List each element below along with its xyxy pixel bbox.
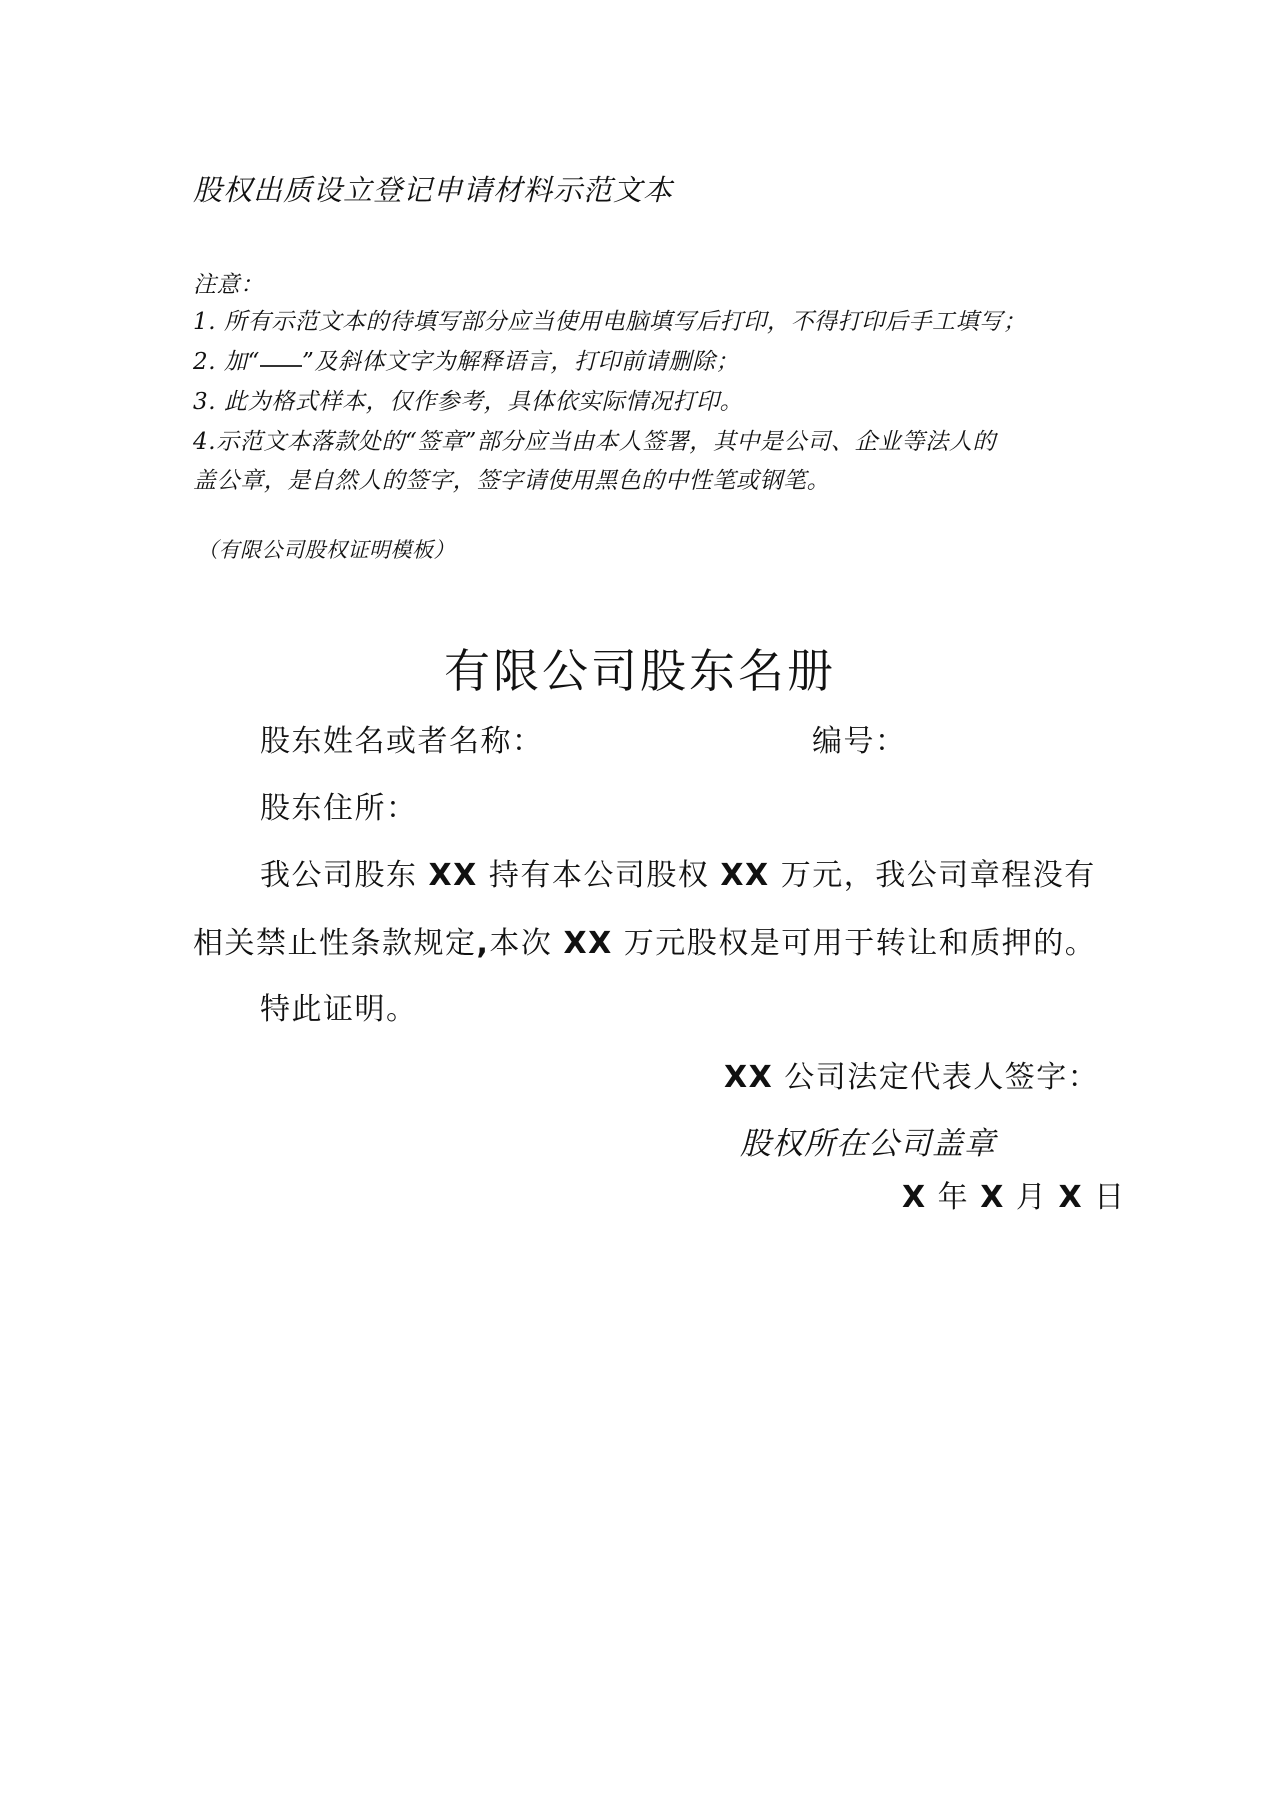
main-title: 有限公司股东名册 — [444, 644, 836, 698]
placeholder-x: X — [980, 1180, 1005, 1215]
text-run: 持有本公司股权 — [477, 858, 721, 893]
date-line — [902, 1172, 1126, 1216]
serial-number-label: 编号： — [812, 724, 907, 759]
certification-statement: 特此证明。 — [260, 992, 418, 1027]
note-item-2 — [193, 343, 739, 376]
placeholder-xx: XX — [428, 858, 478, 893]
company-seal-line: 股权所在公司盖章 — [740, 1126, 996, 1162]
placeholder-x: X — [1058, 1180, 1084, 1215]
text-run: 年 — [926, 1180, 981, 1215]
note-item-2-suffix: ”及斜体文字为解释语言，打印前请删除； — [302, 349, 740, 375]
notes-heading: 注意： — [193, 272, 264, 298]
note-item-4-line-2: 盖公章，是自然人的签字，签字请使用黑色的中性笔或钢笔。 — [193, 468, 831, 494]
placeholder-x: X — [902, 1180, 927, 1215]
note-item-1: 1. 所有示范文本的待填写部分应当使用电脑填写后打印，不得打印后手工填写； — [193, 309, 1027, 335]
text-run: 相关禁止性条款规定 — [193, 926, 477, 961]
note-item-4-line-1: 4.示范文本落款处的“签章”部分应当由本人签署，其中是公司、企业等法人的 — [193, 429, 997, 455]
placeholder-xx: XX — [563, 926, 613, 961]
text-run: , — [476, 926, 490, 961]
placeholder-xx: XX — [724, 1060, 774, 1095]
note-item-2-prefix: 2. 加“ — [193, 349, 261, 375]
text-run: 月 — [1004, 1180, 1059, 1215]
holder-name-label: 股东姓名或者名称： — [260, 724, 544, 759]
text-run: 万元，我公司章程没有 — [769, 858, 1096, 893]
legal-representative-signature-line — [724, 1052, 1099, 1096]
placeholder-xx: XX — [720, 858, 770, 893]
holder-address-label: 股东住所： — [260, 791, 418, 826]
text-run: 我公司股东 — [260, 858, 429, 893]
wavy-underline-sample — [260, 347, 302, 367]
body-paragraph-line-2 — [193, 918, 1096, 962]
text-run: 公司法定代表人签字： — [773, 1060, 1100, 1095]
text-run: 万元股权是可用于转让和质押的。 — [612, 926, 1097, 961]
document-small-title: 股权出质设立登记申请材料示范文本 — [193, 173, 674, 207]
text-run: 本次 — [489, 926, 564, 961]
body-paragraph-line-1 — [260, 850, 1096, 894]
note-item-3: 3. 此为格式样本，仅作参考，具体依实际情况打印。 — [193, 389, 744, 415]
text-run: 日 — [1083, 1180, 1126, 1215]
template-note: （有限公司股权证明模板） — [197, 538, 455, 562]
